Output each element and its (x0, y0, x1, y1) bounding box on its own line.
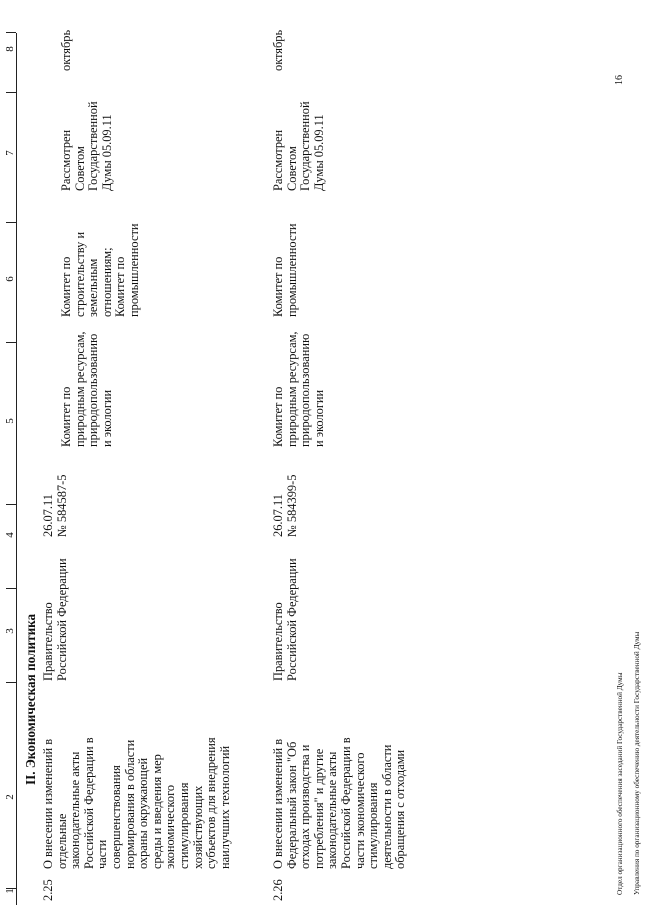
header-tick (6, 92, 16, 93)
responsible-committee: Комитет по природным ресурсам, природопользованию и экологии (271, 331, 326, 447)
header-tick (6, 682, 16, 683)
header-tick (6, 342, 16, 343)
bill-registration: 26.07.11 № 584399-5 (271, 474, 299, 537)
page-number: 16 (614, 75, 625, 85)
header-tick (6, 504, 16, 505)
bill-initiator: Правительство Российской Федерации (271, 558, 299, 681)
planned-month: октябрь (271, 29, 285, 71)
row-number: 2.25 (41, 879, 55, 901)
responsible-committee: Комитет по природным ресурсам, природопользованию и экологии (59, 331, 114, 447)
column-number: 5 (4, 418, 16, 424)
footer-line: Управления по организационному обеспечению деятельности Государственной Думы (633, 631, 642, 895)
column-number: 7 (4, 150, 16, 156)
column-number: 3 (4, 628, 16, 634)
header-tick (6, 588, 16, 589)
column-number: 6 (4, 276, 16, 282)
co-executor-committees: Комитет по промышленности (271, 223, 299, 317)
section-title: II. Экономическая политика (23, 613, 38, 785)
footer-department (608, 475, 650, 895)
bill-initiator: Правительство Российской Федерации (41, 558, 69, 681)
co-executor-committees: Комитет по строительству и земельным отношениям; Комитет по промышленности (59, 223, 141, 317)
row-number: 2.26 (271, 879, 285, 901)
header-rule (16, 33, 17, 905)
planned-month: октябрь (59, 29, 73, 71)
header-tick (6, 222, 16, 223)
header-tick (6, 32, 16, 33)
column-number: 4 (4, 532, 16, 538)
column-number: 1 (4, 888, 16, 894)
footer-line: Отдел организационного обеспечения заседаний Государственной Думы (616, 672, 625, 895)
column-number: 2 (4, 794, 16, 800)
bill-title: О внесении изменений в отдельные законодательные акты Российской Федерации в части совершенствования нормирования в области охраны окружающей среды и введения мер экономического стимулирования хозяйствующих субъектов для внедрения наилучших технологий (41, 737, 232, 869)
bill-registration: 26.07.11 № 584587-5 (41, 474, 69, 537)
review-status: Рассмотрен Советом Государственной Думы 05.09.11 (271, 101, 326, 191)
column-number: 8 (4, 46, 16, 52)
review-status: Рассмотрен Советом Государственной Думы 05.09.11 (59, 101, 114, 191)
bill-title: О внесении изменений в Федеральный закон "Об отходах производства и потребления" и другие законодательные акты Российской Федерации в части экономического стимулирования деятельности в области обращения с отходами (271, 737, 408, 869)
